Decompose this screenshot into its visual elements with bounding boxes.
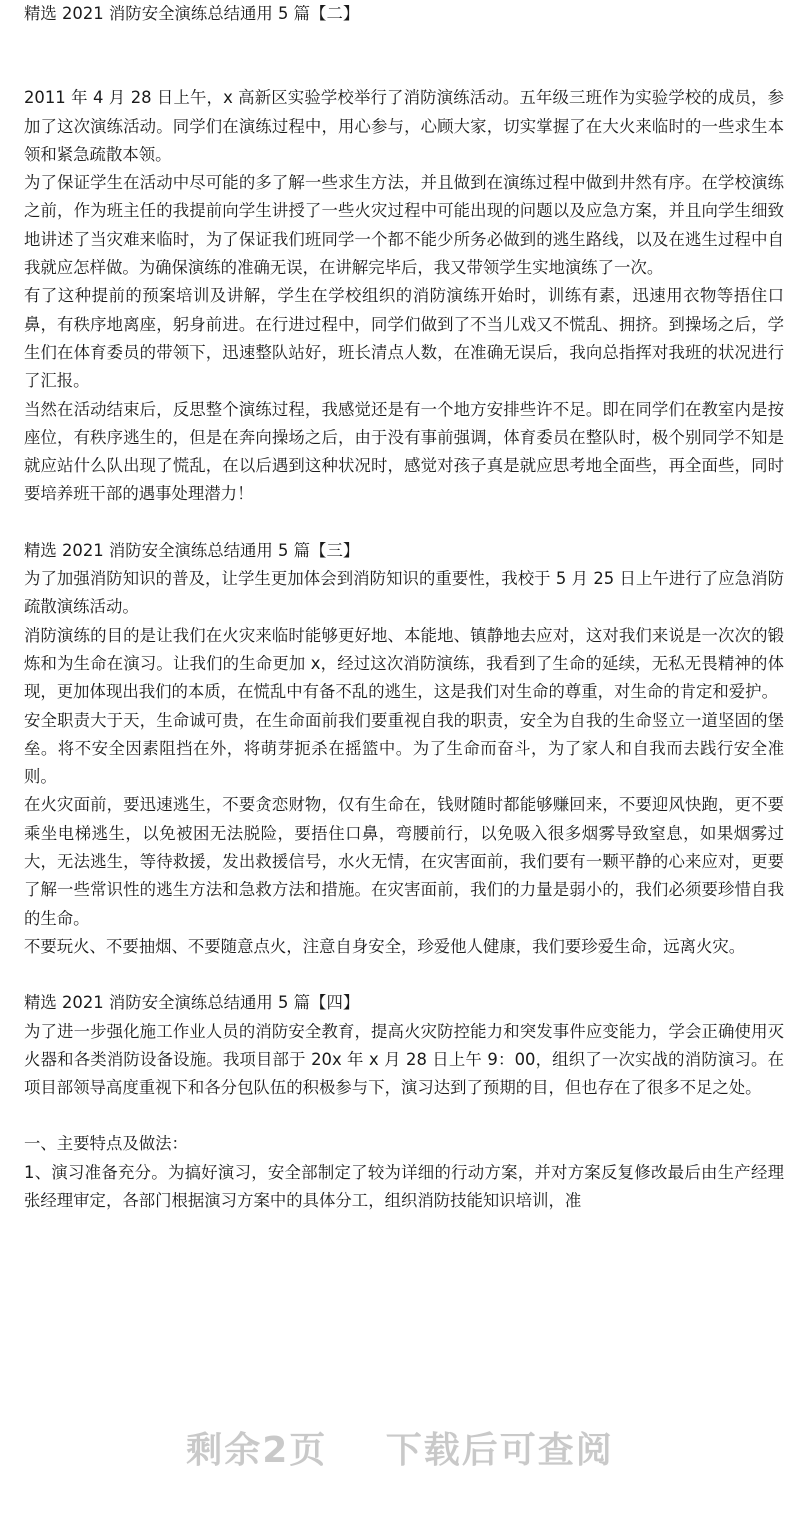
section-4-subheading: 一、主要特点及做法：	[24, 1134, 188, 1154]
section-2-paragraph: 2011 年 4 月 28 日上午，x 高新区实验学校举行了消防演练活动。五年级三班作为实验学校的成员，参加了这次演练活动。同学们在演练过程中，用心参与，心顾大家，切实掌握了在大火来临时的一些求生本领和紧急疏散本领。	[24, 88, 784, 164]
spacer	[24, 28, 784, 84]
spacer	[24, 1102, 784, 1130]
spacer	[24, 509, 784, 537]
section-3-paragraph: 安全职责大于天，生命诚可贵，在生命面前我们要重视自我的职责，安全为自我的生命竖立一道坚固的堡垒。将不安全因素阻挡在外，将萌芽扼杀在摇篮中。为了生命而奋斗，为了家人和自我而去践行安全准则。	[24, 710, 784, 787]
section-3-title: 精选 2021 消防安全演练总结通用 5 篇【三】	[24, 540, 360, 560]
section-2-paragraph: 有了这种提前的预案培训及讲解，学生在学校组织的消防演练开始时，训练有素，迅速用衣物等捂住口鼻，有秩序地离座，躬身前进。在行进过程中，同学们做到了不当儿戏又不慌乱、拥挤。到操场之后，学生们在体育委员的带领下，迅速整队站好，班长清点人数，在准确无误后，我向总指挥对我班的状况进行了汇报。	[24, 286, 784, 391]
download-to-view-label: 下载后可查阅	[385, 1430, 614, 1471]
document-body	[24, 0, 784, 1215]
section-3-paragraph: 不要玩火、不要抽烟、不要随意点火，注意自身安全，珍爱他人健康，我们要珍爱生命，远离火灾。	[24, 936, 746, 956]
section-3-paragraph: 消防演练的目的是让我们在火灾来临时能够更好地、本能地、镇静地去应对，这对我们来说是一次次的锻炼和为生命在演习。让我们的生命更加 x，经过这次消防演练，我看到了生命的延续，无私无畏精神的体现，更加体现出我们的本质，在慌乱中有备不乱的逃生，这是我们对生命的尊重，对生命的肯定和爱护。	[24, 625, 784, 702]
section-2-paragraph: 为了保证学生在活动中尽可能的多了解一些求生方法，并且做到在演练过程中做到井然有序。在学校演练之前，作为班主任的我提前向学生讲授了一些火灾过程中可能出现的问题以及应急方案，并且向学生细致地讲述了当灾难来临时，为了保证我们班同学一个都不能少所务必做到的逃生路线，以及在逃生过程中自我就应怎样做。为确保演练的准确无误，在讲解完毕后，我又带领学生实地演练了一次。	[24, 173, 784, 278]
section-3-paragraph: 在火灾面前，要迅速逃生，不要贪恋财物，仅有生命在，钱财随时都能够赚回来，不要迎风快跑，更不要乘坐电梯逃生，以免被困无法脱险，要捂住口鼻，弯腰前行，以免吸入很多烟雾导致窒息，如果烟雾过大，无法逃生，等待救援，发出救援信号，水火无情，在灾害面前，我们要有一颗平静的心来应对，更要了解一些常识性的逃生方法和急救方法和措施。在灾害面前，我们的力量是弱小的，我们必须要珍惜自我的生命。	[24, 795, 784, 928]
spacer	[24, 961, 784, 989]
section-2-title: 精选 2021 消防安全演练总结通用 5 篇【二】	[24, 4, 360, 23]
remaining-pages-label: 剩余2页	[186, 1430, 328, 1471]
download-prompt[interactable]	[0, 1422, 800, 1473]
section-2-paragraph: 当然在活动结束后，反思整个演练过程，我感觉还是有一个地方安排些许不足。即在同学们在教室内是按座位，有秩序逃生的，但是在奔向操场之后，由于没有事前强调，体育委员在整队时，极个别同学不知是就应站什么队出现了慌乱，在以后遇到这种状况时，感觉对孩子真是就应思考地全面些，再全面些，同时要培养班干部的遇事处理潜力！	[24, 399, 784, 504]
section-4-item: 1、演习准备充分。为搞好演习，安全部制定了较为详细的行动方案，并对方案反复修改最后由生产经理张经理审定，各部门根据演习方案中的具体分工，组织消防技能知识培训，准	[24, 1162, 784, 1210]
section-4-title: 精选 2021 消防安全演练总结通用 5 篇【四】	[24, 993, 360, 1013]
section-4-paragraph: 为了进一步强化施工作业人员的消防安全教育，提高火灾防控能力和突发事件应变能力，学会正确使用灭火器和各类消防设备设施。我项目部于 20x 年 x 月 28 日上午 9：00，组织了一次实战的消防演习。在项目部领导高度重视下和各分包队伍的积极参与下，演习达到了预期的目，但也存在了很多不足之处。	[24, 1021, 784, 1098]
section-3-paragraph: 为了加强消防知识的普及，让学生更加体会到消防知识的重要性，我校于 5 月 25 日上午进行了应急消防疏散演练活动。	[24, 569, 784, 617]
